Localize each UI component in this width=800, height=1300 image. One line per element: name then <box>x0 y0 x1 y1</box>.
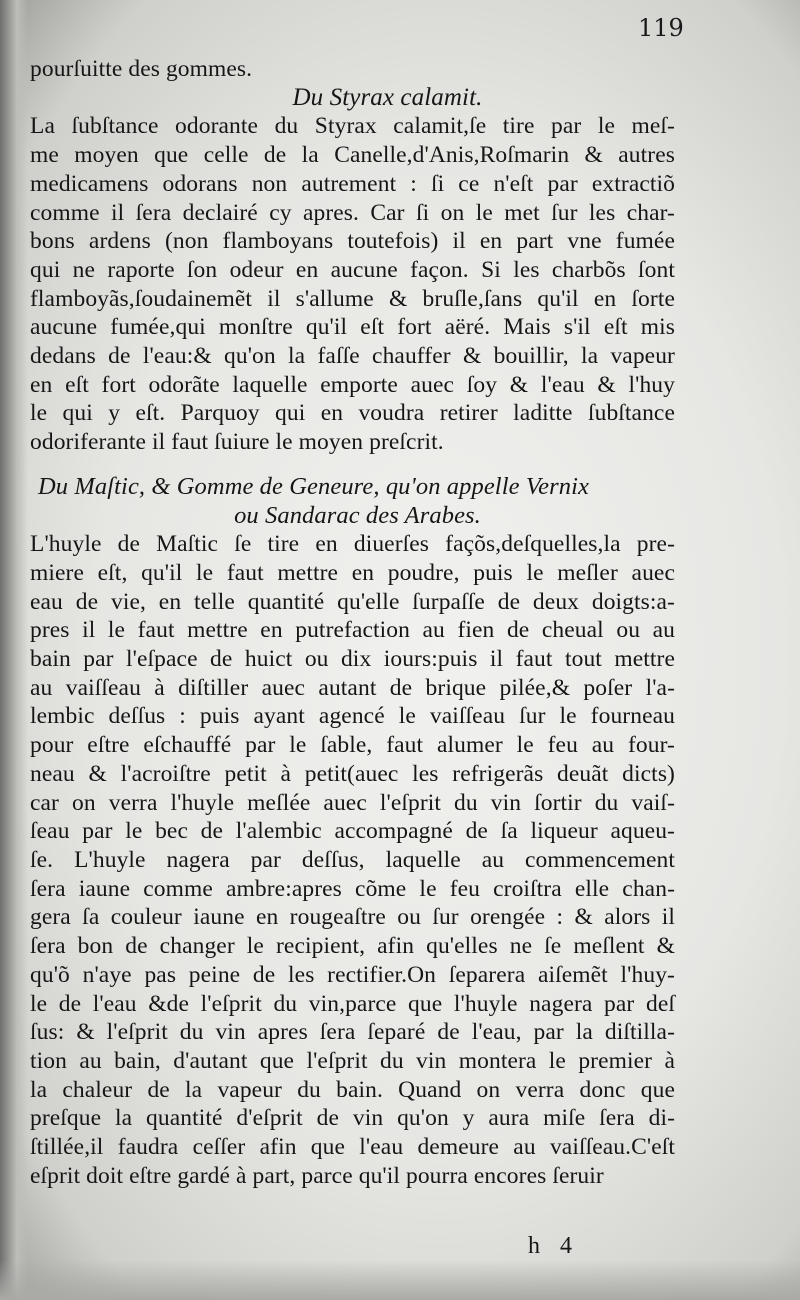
catchword-signature: h 4 <box>528 1233 572 1259</box>
text-line: le qui y eſt. Parquoy qui en voudra retirer laditte ſubſtance <box>30 400 675 427</box>
text-line: car on verra l'huyle meſlée auec l'eſprit du vin ſortir du vaiſ- <box>30 789 675 816</box>
text-line: pres il le faut mettre en putrefaction au fien de cheual ou au <box>30 617 675 644</box>
text-line: ſus: & l'eſprit du vin apres ſera ſeparé de l'eau, par la diſtilla- <box>30 1019 675 1046</box>
text-line: gera ſa couleur iaune en rougeaſtre ou ſur orengée : & alors il <box>30 904 675 931</box>
section-heading-mastic-line2: ou Sandarac des Arabes. <box>234 501 481 529</box>
text-line: neau & l'acroiſtre petit à petit(auec les refrigerãs deuãt dicts) <box>30 760 675 787</box>
page-bottom-shadow <box>0 1260 800 1300</box>
section-body-styrax <box>30 112 675 456</box>
text-line: qui ne raporte ſon odeur en aucune façon. Si les charbõs ſont <box>30 256 675 283</box>
section-heading-mastic-line1: Du Maſtic, & Gomme de Geneure, qu'on appelle Vernix <box>38 472 590 500</box>
text-line: preſque la quantité d'eſprit de vin qu'on y aura miſe ſera di- <box>30 1105 675 1132</box>
page-gutter-shadow <box>0 0 28 1300</box>
text-line: bons ardens (non flamboyans toutefois) il en part vne fumée <box>30 228 675 255</box>
section-heading-styrax: Du Styrax calamit. <box>292 83 483 111</box>
text-line: comme il ſera declairé cy apres. Car ſi on le met ſur les char- <box>30 199 675 226</box>
text-line: L'huyle de Maſtic ſe tire en diuerſes façõs,deſquelles,la pre- <box>30 531 675 558</box>
text-line: medicamens odorans non autrement : ſi ce n'eſt par extractiõ <box>30 170 675 197</box>
text-line: le de l'eau &de l'eſprit du vin,parce que l'huyle nagera par deſ <box>30 990 675 1017</box>
text-line: eſprit doit eſtre gardé à part, parce qu'il pourra encores ſeruir <box>30 1162 604 1189</box>
text-line: ſe. L'huyle nagera par deſſus, laquelle au commencement <box>30 846 675 873</box>
text-line: qu'õ n'aye pas peine de les rectifier.On ſeparera aiſemẽt l'huy- <box>30 961 675 988</box>
text-line: ſera iaune comme ambre:apres cõme le feu croiſtra elle chan- <box>30 875 675 902</box>
text-line: odoriferante il faut ſuiure le moyen preſcrit. <box>30 429 444 456</box>
text-line: au vaiſſeau à diſtiller auec autant de brique pilée,& poſer l'a- <box>30 674 675 701</box>
text-line: bain par l'eſpace de huict ou dix iours:puis il faut tout mettre <box>30 646 675 673</box>
text-line: me moyen que celle de la Canelle,d'Anis,Roſmarin & autres <box>30 142 675 169</box>
text-line: miere eſt, qu'il le faut mettre en poudre, puis le meſler auec <box>30 559 675 586</box>
text-line: dedans de l'eau:& qu'on la faſſe chauffer & bouillir, la vapeur <box>30 343 675 370</box>
page-number: 119 <box>638 14 684 42</box>
text-line: flamboyãs,ſoudainemẽt il s'allume & bruſle,ſans qu'il en ſorte <box>30 285 675 312</box>
section-body-mastic <box>30 530 675 1190</box>
text-line: lembic deſſus : puis ayant agencé le vaiſſeau ſur le fourneau <box>30 703 675 730</box>
text-block <box>30 55 675 1190</box>
text-line: ſeau par le bec de l'alembic accompagné de ſa liqueur aqueu- <box>30 818 675 845</box>
text-line: eau de vie, en telle quantité qu'elle ſurpaſſe de deux doigts:a- <box>30 588 675 615</box>
continuation-line: pourſuitte des gommes. <box>30 56 253 82</box>
text-line: ſera bon de changer le recipient, afin qu'elles ne ſe meſlent & <box>30 933 675 960</box>
text-line: aucune fumée,qui monſtre qu'il eſt fort aëré. Mais s'il eſt mis <box>30 314 675 341</box>
text-line: ſtillée,il faudra ceſſer afin que l'eau demeure au vaiſſeau.C'eſt <box>30 1134 675 1161</box>
text-line: en eſt fort odorãte laquelle emporte auec ſoy & l'eau & l'huy <box>30 371 675 398</box>
text-line: la chaleur de la vapeur du bain. Quand on verra donc que <box>30 1076 675 1103</box>
text-line: La ſubſtance odorante du Styrax calamit,ſe tire par le meſ- <box>30 113 675 140</box>
text-line: pour eſtre eſchauffé par le ſable, faut alumer le feu au four- <box>30 732 675 759</box>
text-line: tion au bain, d'autant que l'eſprit du vin montera le premier à <box>30 1047 675 1074</box>
